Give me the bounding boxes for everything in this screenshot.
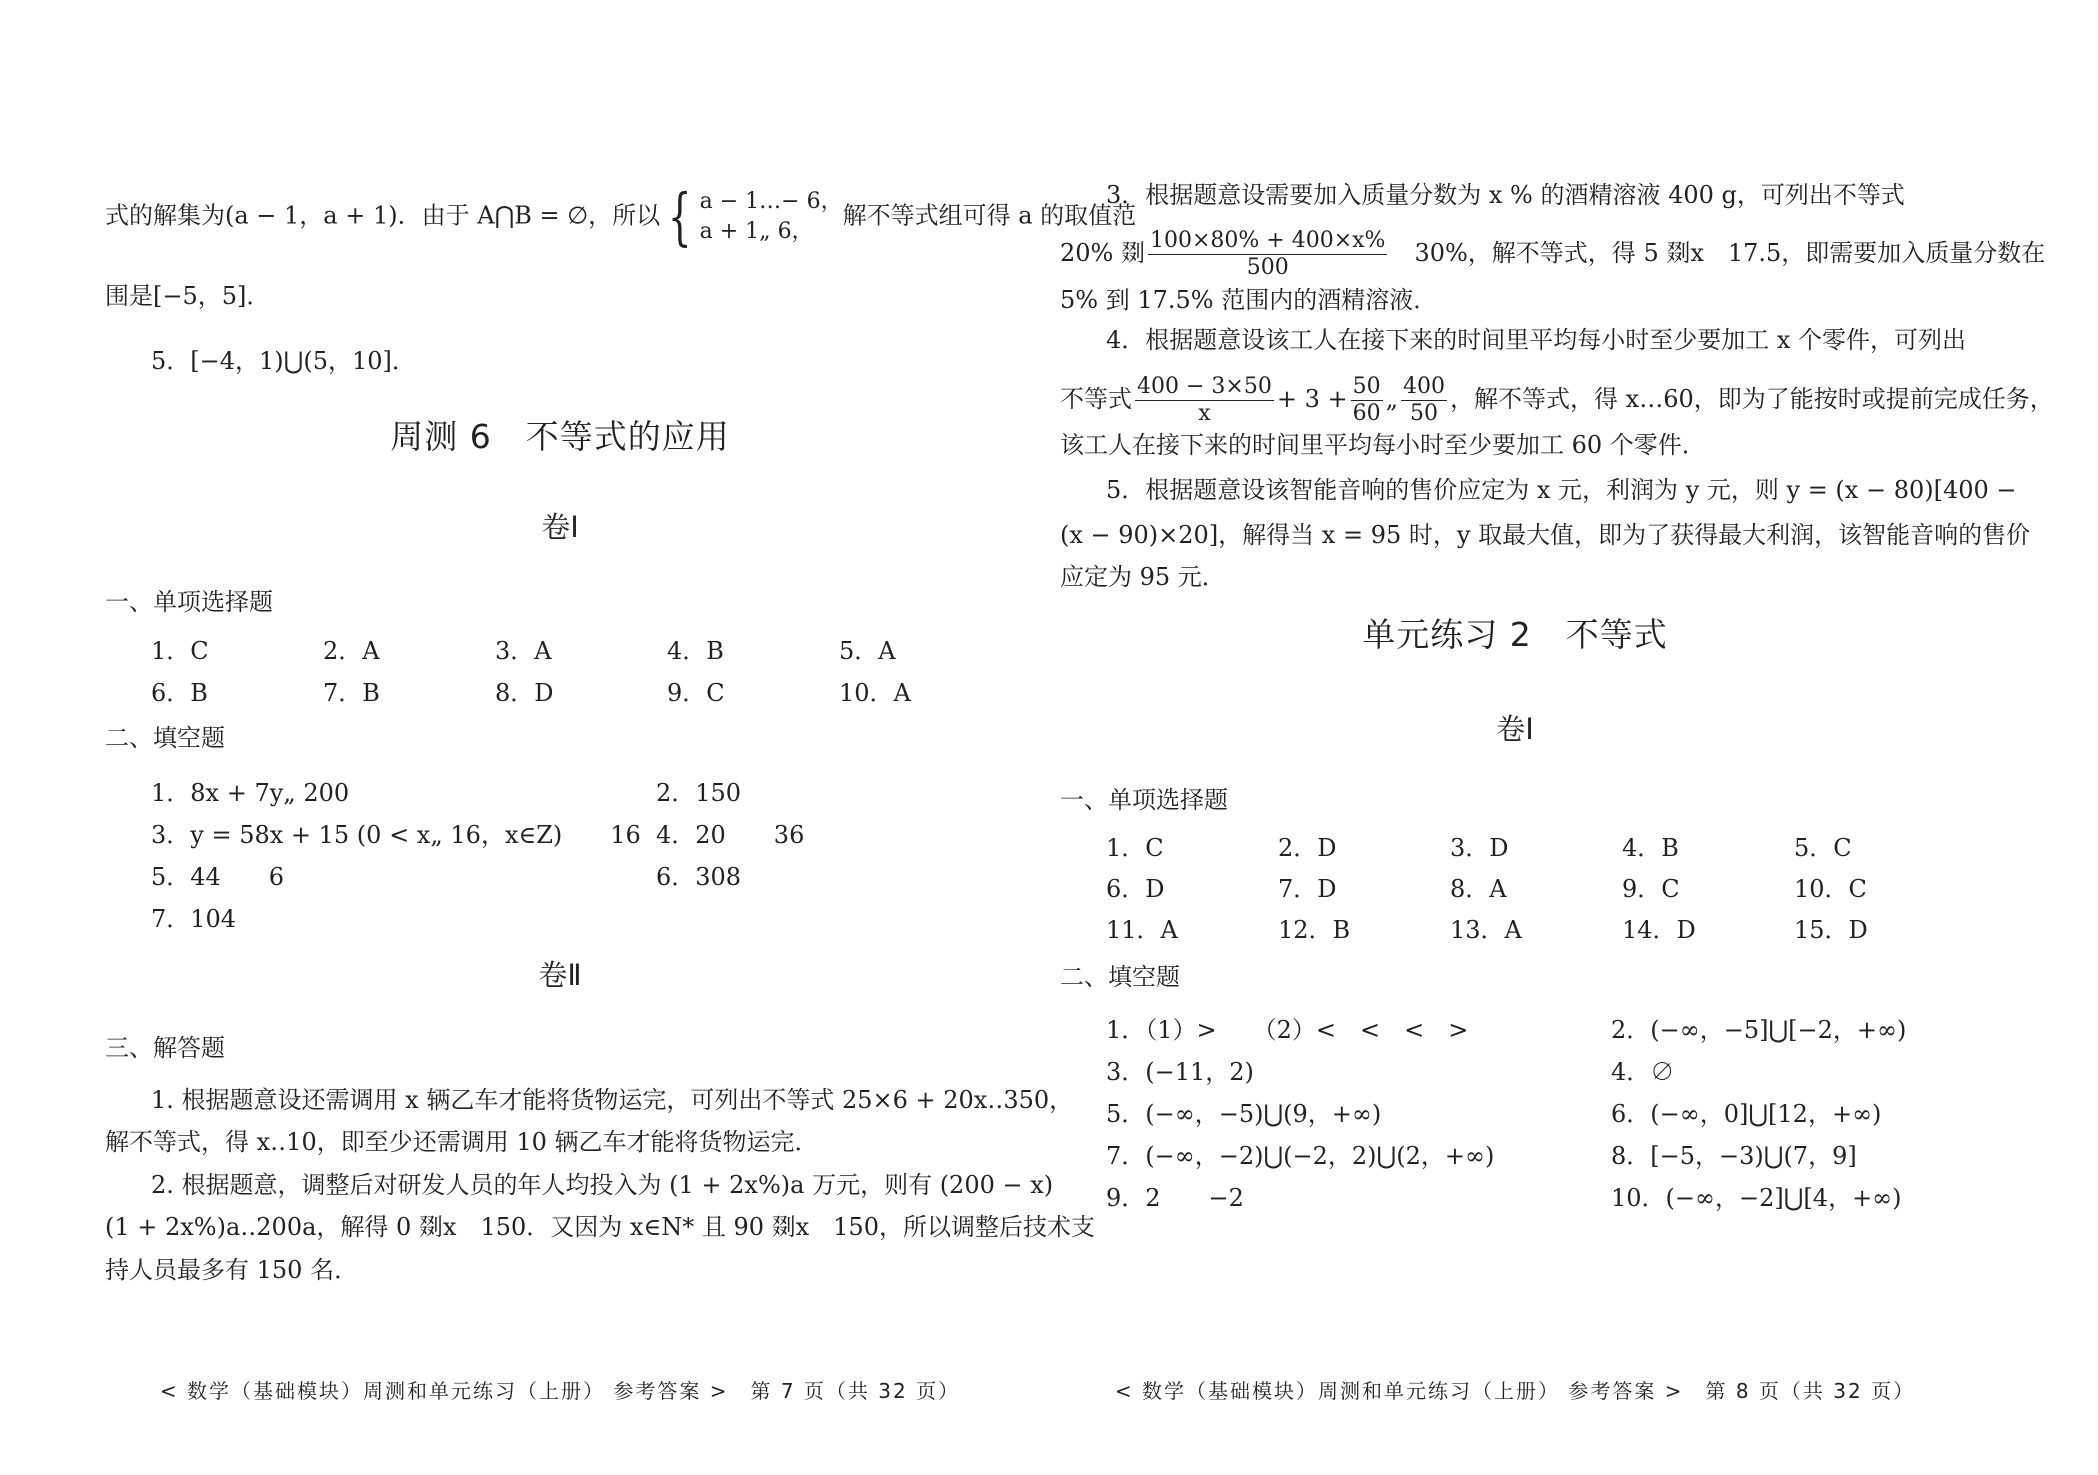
solution-4-line-2 (1060, 374, 2054, 427)
solution-4-suffix: ，解不等式，得 x…60，即为了能按时或提前完成任务， (1450, 385, 2054, 413)
solution-4-plus: + 3 + (1276, 385, 1348, 413)
choice-answer: 10．C (1794, 875, 1867, 903)
fill-answer: 1．8x + 7y„ 200 (151, 779, 350, 807)
fill-answer: 9．2 −2 (1106, 1184, 1244, 1212)
volume-heading-2: 卷Ⅱ (538, 958, 582, 992)
solution-3-line-3: 5% 到 17.5% 范围内的酒精溶液． (1060, 286, 1438, 314)
choice-answer: 9．C (667, 679, 725, 707)
solution-1-line-2: 解不等式，得 x‥10，即至少还需调用 10 辆乙车才能将货物运完． (105, 1128, 819, 1156)
solution-5-line-1: 5．根据题意设该智能音响的售价应定为 x 元，利润为 y 元，则 y = (x − 80)[400 − (1106, 476, 2017, 504)
fill-answer: 6．(−∞，0]⋃[12，+∞) (1611, 1100, 1882, 1128)
section-heading-fill: 二、填空题 (1060, 963, 1180, 991)
choice-answer: 2．D (1278, 834, 1337, 862)
choice-answer: 1．C (151, 637, 209, 665)
solution-1-line-1: 1. 根据题意设还需调用 x 辆乙车才能将货物运完，可列出不等式 25×6 + 20x‥350， (151, 1086, 1074, 1114)
page-footer: < 数学（基础模块）周测和单元练习（上册） 参考答案 > 第 7 页（共 32 页） (159, 1379, 961, 1403)
fraction (1351, 374, 1383, 427)
solution-3-suffix: 30%，解不等式，得 5 剟x 17.5，即需要加入质量分数在 (1390, 239, 2046, 267)
solution-2-line-1: 2. 根据题意，调整后对研发人员的年人均投入为 (1 + 2x%)a 万元，则有 (200 − x) (151, 1171, 1054, 1199)
fraction-denominator: x (1198, 401, 1211, 426)
fill-answer: 5．44 6 (151, 863, 285, 891)
fill-answer (656, 904, 1011, 946)
continuation-line-1 (105, 180, 1137, 253)
right-page (1060, 0, 2054, 1475)
volume-heading-1: 卷Ⅰ (1496, 712, 1534, 746)
fraction (1135, 374, 1274, 427)
choice-answers (1106, 833, 1966, 945)
solution-2-line-2: (1 + 2x%)a‥200a，解得 0 剟x 150．又因为 x∈N* 且 90 剟x 150，所以调整后技术支 (105, 1213, 1095, 1241)
volume-heading-1: 卷Ⅰ (541, 510, 579, 544)
choice-answer: 7．B (323, 679, 380, 707)
solution-3-line-2 (1060, 228, 2046, 281)
fraction (1148, 228, 1387, 281)
choice-answer: 11．A (1106, 916, 1178, 944)
section-title: 周测 6 不等式的应用 (390, 417, 730, 456)
continuation-line-2: 围是[−5，5]． (105, 282, 271, 310)
choice-answer: 7．D (1278, 875, 1337, 903)
system-row-1: a − 1…− 6， (699, 189, 843, 214)
solution-5-line-3: 应定为 95 元． (1060, 563, 1226, 591)
choice-answer: 8．A (1450, 875, 1507, 903)
solution-4-relation: „ (1385, 385, 1399, 413)
brace-symbol: { (668, 180, 692, 253)
choice-answer: 4．B (667, 637, 724, 665)
fraction (1401, 374, 1447, 427)
fill-answer: 8．[−5，−3)⋃(7，9] (1611, 1142, 1857, 1170)
fill-answer: 7．104 (151, 905, 237, 933)
fill-answer: 2．150 (656, 779, 742, 807)
choice-answer: 10．A (839, 679, 911, 707)
continuation-text-a: 式的解集为(a − 1，a + 1)．由于 A⋂B = ∅，所以 (105, 201, 661, 230)
solution-4-line-1: 4．根据题意设该工人在接下来的时间里平均每小时至少要加工 x 个零件，可列出 (1106, 326, 1967, 354)
fill-answer: 2．(−∞，−5]⋃[−2，+∞) (1611, 1016, 1907, 1044)
section-title: 单元练习 2 不等式 (1362, 615, 1668, 654)
section-heading-fill: 二、填空题 (105, 724, 225, 752)
choice-answer: 6．B (151, 679, 208, 707)
choice-answer: 5．C (1794, 834, 1852, 862)
continuation-text-b: 解不等式组可得 a 的取值范 (842, 201, 1137, 230)
choice-answer: 6．D (1106, 875, 1165, 903)
section-heading-solve: 三、解答题 (105, 1034, 225, 1062)
fill-answer: 7．(−∞，−2)⋃(−2，2)⋃(2，+∞) (1106, 1142, 1495, 1170)
choice-answer: 13．A (1450, 916, 1522, 944)
choice-answer: 3．A (495, 637, 552, 665)
solution-3-prefix: 20% 剟 (1060, 239, 1145, 267)
choice-answer: 3．D (1450, 834, 1509, 862)
fraction-numerator: 100×80% + 400×x% (1149, 228, 1386, 253)
solution-2-line-3: 持人员最多有 150 名． (105, 1256, 359, 1284)
choice-answer: 14．D (1622, 916, 1696, 944)
solution-5-line-2: (x − 90)×20]，解得当 x = 95 时，y 取最大值，即为了获得最大利润，该智能音响的售价 (1060, 521, 2031, 549)
fill-answer: 6．308 (656, 863, 742, 891)
fraction-numerator: 50 (1352, 374, 1381, 399)
solution-3-line-1: 3．根据题意设需要加入质量分数为 x % 的酒精溶液 400 g，可列出不等式 (1106, 181, 1905, 209)
fill-answer: 4．∅ (1611, 1058, 1675, 1086)
choice-answer: 12．B (1278, 916, 1351, 944)
solution-4-line-3: 该工人在接下来的时间里平均每小时至少要加工 60 个零件． (1060, 431, 1706, 459)
fill-answer: 3．y = 58x + 15 (0 < x„ 16，x∈Z) 16 (151, 821, 641, 849)
choice-answer: 9．C (1622, 875, 1680, 903)
fraction-denominator: 60 (1352, 401, 1381, 426)
fraction-numerator: 400 (1403, 374, 1446, 399)
choice-answer: 15．D (1794, 916, 1868, 944)
choice-answers (151, 636, 1011, 708)
fraction-numerator: 400 − 3×50 (1137, 374, 1272, 399)
fraction-denominator: 50 (1410, 401, 1439, 426)
system-row-2: a + 1„ 6， (699, 219, 814, 244)
choice-answer: 1．C (1106, 834, 1164, 862)
choice-answer: 2．A (323, 637, 380, 665)
page-footer: < 数学（基础模块）周测和单元练习（上册） 参考答案 > 第 8 页（共 32 页） (1114, 1379, 1916, 1403)
fraction-denominator: 500 (1246, 255, 1289, 280)
section-heading-choice: 一、单项选择题 (105, 588, 273, 616)
fill-answer: 3．(−11，2) (1106, 1058, 1254, 1086)
solution-4-prefix: 不等式 (1060, 385, 1132, 413)
choice-answer: 5．A (839, 637, 896, 665)
fill-answers (151, 778, 1011, 946)
fill-answer: 10．(−∞，−2]⋃[4，+∞) (1611, 1184, 1902, 1212)
fill-answer: 1．（1）> （2）< < < > (1106, 1016, 1469, 1044)
answer-item-5: 5．[−4，1)⋃(5，10]． (151, 347, 416, 375)
fill-answers (1106, 1015, 1966, 1225)
fill-answer: 5．(−∞，−5)⋃(9，+∞) (1106, 1100, 1382, 1128)
choice-answer: 8．D (495, 679, 554, 707)
fill-answer: 4．20 36 (656, 821, 805, 849)
inequality-system (660, 180, 843, 253)
choice-answer: 4．B (1622, 834, 1679, 862)
section-heading-choice: 一、单项选择题 (1060, 786, 1228, 814)
